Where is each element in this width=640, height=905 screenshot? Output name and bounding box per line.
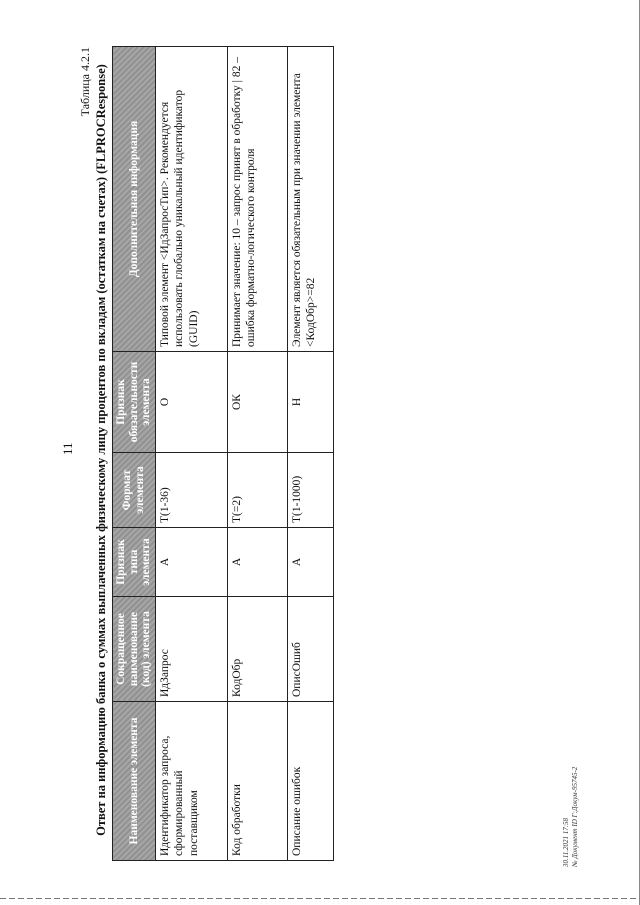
table-row — [227, 47, 287, 861]
cell-code: КодОбр — [227, 597, 287, 702]
cell-required: О — [155, 352, 227, 453]
cell-code: ИдЗапрос — [155, 597, 227, 702]
cell-format: T(1-36) — [155, 453, 227, 528]
header-name: Наименование элемента — [113, 702, 156, 861]
cell-required: ОК — [227, 352, 287, 453]
header-info: Дополнительная информация — [113, 47, 156, 352]
cell-type: А — [155, 528, 227, 597]
rotated-content — [60, 35, 580, 875]
cell-name: Код обработки — [227, 702, 287, 861]
document-title: Ответ на информацию банка о суммах выплаченных физическому лицу процентов по вкладам (остаткам на счетах) (FLPROCResponse) — [94, 64, 108, 836]
scan-edge-bottom — [0, 898, 640, 899]
cell-info: Принимает значение: 10 – запрос принят в обработку | 82 – ошибка форматно-логического контроля — [227, 47, 287, 352]
cell-info: Элемент является обязательным при значении элемента <КодОбр>=82 — [287, 47, 333, 352]
table-header-row — [113, 47, 156, 861]
cell-format: T(=2) — [227, 453, 287, 528]
cell-name: Описание ошибок — [287, 702, 333, 861]
cell-type: А — [227, 528, 287, 597]
footer-stamp — [562, 767, 580, 867]
cell-info: Типовой элемент <ИдЗапросТип>. Рекомендуется использовать глобально уникальный идентификатор (GUID) — [155, 47, 227, 352]
cell-name: Идентификатор запроса, сформированный поставщиком — [155, 702, 227, 861]
page-number: 11 — [60, 442, 75, 455]
header-format: Формат элемента — [113, 453, 156, 528]
elements-table — [112, 46, 334, 861]
table-label: Таблица 4.2.1 — [78, 47, 92, 117]
header-required: Признак обязательности элемента — [113, 352, 156, 453]
table-row — [155, 47, 227, 861]
header-code: Сокращенное наименование (код) элемента — [113, 597, 156, 702]
header-type: Признак типа элемента — [113, 528, 156, 597]
footer-doc-id: № Документ ID Г:Докум-95745-2 — [570, 766, 579, 867]
footer-date: 30.11.2021 17:58 — [561, 817, 570, 867]
cell-type: А — [287, 528, 333, 597]
cell-code: ОписОшиб — [287, 597, 333, 702]
cell-format: T(1-1000) — [287, 453, 333, 528]
cell-required: Н — [287, 352, 333, 453]
table-row — [287, 47, 333, 861]
